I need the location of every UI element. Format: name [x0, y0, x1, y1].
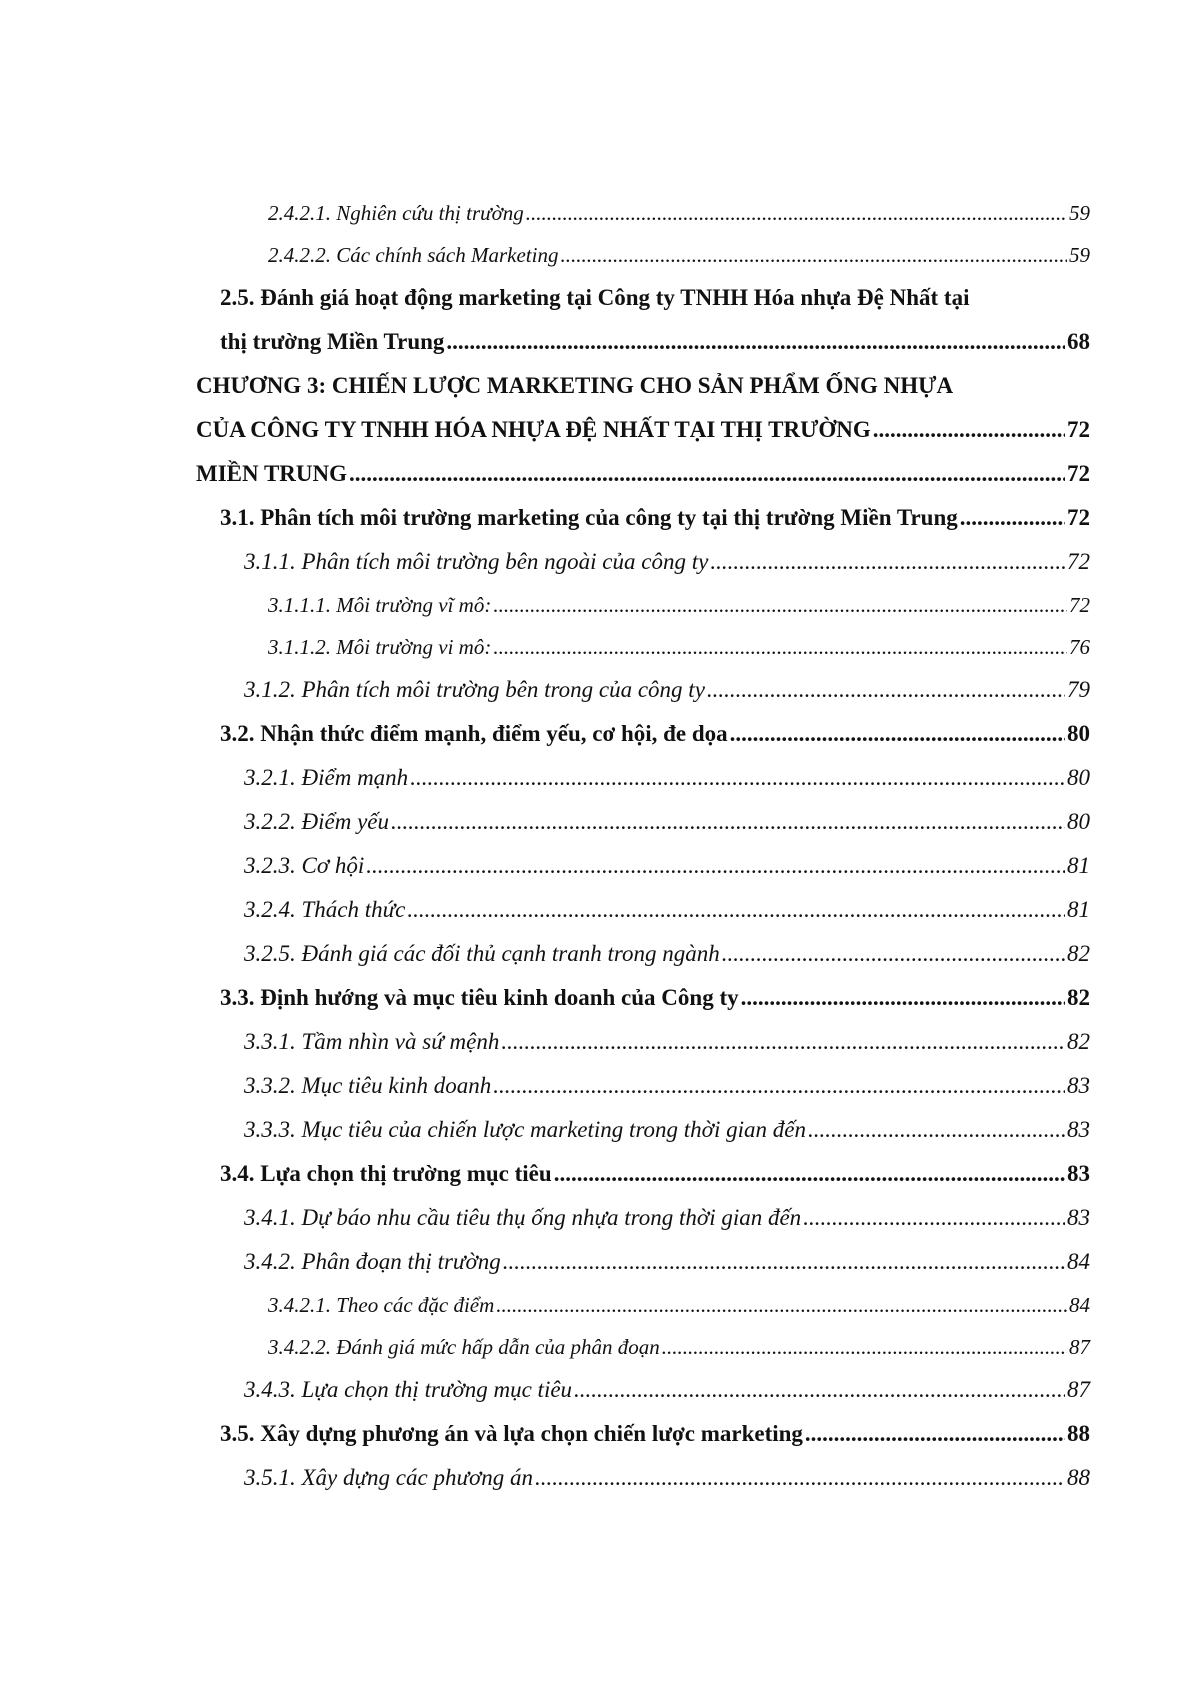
toc-entry-3-4-2-1[interactable] — [196, 1284, 1090, 1326]
toc-entry-2-4-2-2[interactable] — [196, 234, 1090, 276]
dot-leader — [560, 234, 1067, 276]
toc-chapter-title: CHƯƠNG 3: CHIẾN LƯỢC MARKETING CHO SẢN PHẨM ỐNG NHỰA — [196, 373, 954, 398]
toc-entry-title-continued: thị trường Miền Trung — [220, 329, 445, 354]
toc-chapter-title-continued: CỦA CÔNG TY TNHH HÓA NHỰA ĐỆ NHẤT TẠI THỊ TRƯỜNG — [196, 417, 871, 442]
toc-entry-3-1-1-1[interactable] — [196, 584, 1090, 626]
toc-page-number: 87 — [1069, 1335, 1090, 1359]
toc-entry-2-5-line1[interactable] — [196, 276, 1090, 320]
toc-page-number: 68 — [1067, 329, 1090, 354]
toc-page-number: 83 — [1067, 1161, 1090, 1186]
toc-page-number: 88 — [1067, 1421, 1090, 1446]
toc-entry-3-1-1-2[interactable] — [196, 626, 1090, 668]
dot-leader — [574, 1368, 1065, 1412]
toc-page-number: 88 — [1067, 1465, 1090, 1490]
dot-leader — [493, 626, 1067, 668]
toc-entry-title: 3.3. Định hướng và mục tiêu kinh doanh của Công ty — [220, 985, 739, 1010]
toc-page-number: 83 — [1067, 1073, 1090, 1098]
dot-leader — [501, 1020, 1065, 1064]
toc-entry-title: 3.4.2.2. Đánh giá mức hấp dẫn của phân đoạn — [268, 1335, 660, 1359]
toc-entry-3-2-1[interactable] — [196, 756, 1090, 800]
toc-entry-title: 3.2.2. Điểm yếu — [244, 809, 389, 834]
dot-leader — [803, 1196, 1065, 1240]
toc-entry-title: 3.3.3. Mục tiêu của chiến lược marketing trong thời gian đến — [244, 1117, 806, 1142]
toc-page-number: 87 — [1067, 1377, 1090, 1402]
toc-entry-chapter-3-line1[interactable] — [196, 364, 1090, 408]
toc-entry-3-2-3[interactable] — [196, 844, 1090, 888]
toc-entry-title: 3.4.3. Lựa chọn thị trường mục tiêu — [244, 1377, 573, 1402]
dot-leader — [349, 452, 1065, 496]
toc-entry-3-4-1[interactable] — [196, 1196, 1090, 1240]
toc-entry-3-1[interactable] — [196, 496, 1090, 540]
toc-entry-title: 3.1.1. Phân tích môi trường bên ngoài của công ty — [244, 549, 709, 574]
toc-entry-title: 3.4.2. Phân đoạn thị trường — [244, 1249, 501, 1274]
toc-entry-3-1-2[interactable] — [196, 668, 1090, 712]
dot-leader — [707, 668, 1065, 712]
toc-page-number: 83 — [1067, 1205, 1090, 1230]
toc-page-number: 72 — [1067, 549, 1090, 574]
toc-entry-title: 3.4.2.1. Theo các đặc điểm — [268, 1293, 495, 1317]
toc-entry-title: 3.5.1. Xây dựng các phương án — [244, 1465, 534, 1490]
toc-entry-title: 3.4.1. Dự báo nhu cầu tiêu thụ ống nhựa trong thời gian đến — [244, 1205, 802, 1230]
dot-leader — [808, 1108, 1065, 1152]
toc-page-number: 82 — [1067, 985, 1090, 1010]
toc-entry-title: 3.1.2. Phân tích môi trường bên trong của công ty — [244, 677, 705, 702]
toc-page-number: 80 — [1067, 721, 1090, 746]
toc-entry-title: 3.1.1.2. Môi trường vi mô: — [268, 635, 492, 659]
toc-entry-title: 3.1.1.1. Môi trường vĩ mô: — [268, 593, 492, 617]
toc-entry-chapter-3-region[interactable] — [196, 452, 1090, 496]
toc-page-number: 72 — [1067, 417, 1090, 442]
dot-leader — [410, 756, 1065, 800]
toc-entry-title: 3.2.3. Cơ hội — [244, 853, 365, 878]
toc-entry-3-4[interactable] — [196, 1152, 1090, 1196]
toc-entry-3-3-1[interactable] — [196, 1020, 1090, 1064]
toc-entry-title: 2.5. Đánh giá hoạt động marketing tại Công ty TNHH Hóa nhựa Đệ Nhất tại — [220, 285, 970, 310]
toc-page-number: 81 — [1067, 897, 1090, 922]
toc-page-number: 76 — [1069, 635, 1090, 659]
dot-leader — [391, 800, 1065, 844]
dot-leader — [366, 844, 1065, 888]
toc-page-number: 80 — [1067, 809, 1090, 834]
toc-entry-3-2-2[interactable] — [196, 800, 1090, 844]
dot-leader — [730, 712, 1065, 756]
toc-entry-title: 3.2. Nhận thức điểm mạnh, điểm yếu, cơ hội, đe dọa — [220, 721, 728, 746]
toc-entry-3-5-1[interactable] — [196, 1456, 1090, 1500]
toc-entry-title: 2.4.2.2. Các chính sách Marketing — [268, 243, 559, 267]
dot-leader — [722, 932, 1065, 976]
dot-leader — [805, 1412, 1065, 1456]
toc-entry-3-2[interactable] — [196, 712, 1090, 756]
toc-entry-3-2-5[interactable] — [196, 932, 1090, 976]
toc-entry-title: 3.3.1. Tầm nhìn và sứ mệnh — [244, 1029, 500, 1054]
dot-leader — [526, 192, 1067, 234]
toc-entry-3-5[interactable] — [196, 1412, 1090, 1456]
dot-leader — [496, 1284, 1067, 1326]
toc-entry-chapter-3[interactable] — [196, 408, 1090, 452]
toc-entry-title: 3.3.2. Mục tiêu kinh doanh — [244, 1073, 492, 1098]
dot-leader — [741, 976, 1065, 1020]
toc-page-number: 59 — [1069, 201, 1090, 225]
toc-page-number: 79 — [1067, 677, 1090, 702]
toc-entry-2-4-2-1[interactable] — [196, 192, 1090, 234]
toc-page-number: 82 — [1067, 941, 1090, 966]
toc-page-number: 84 — [1067, 1249, 1090, 1274]
toc-chapter-title-continued: MIỀN TRUNG — [196, 461, 348, 486]
toc-page-number: 81 — [1067, 853, 1090, 878]
toc-entry-title: 3.2.4. Thách thức — [244, 897, 406, 922]
toc-entry-3-3-3[interactable] — [196, 1108, 1090, 1152]
toc-entry-3-3-2[interactable] — [196, 1064, 1090, 1108]
toc-entry-title: 3.1. Phân tích môi trường marketing của công ty tại thị trường Miền Trung — [220, 505, 958, 530]
dot-leader — [535, 1456, 1065, 1500]
toc-entry-3-3[interactable] — [196, 976, 1090, 1020]
toc-entry-title: 3.4. Lựa chọn thị trường mục tiêu — [220, 1161, 552, 1186]
toc-page-number: 83 — [1067, 1117, 1090, 1142]
toc-entry-3-2-4[interactable] — [196, 888, 1090, 932]
toc-entry-2-5[interactable] — [196, 320, 1090, 364]
dot-leader — [493, 1064, 1065, 1108]
table-of-contents — [196, 192, 1090, 1500]
dot-leader — [873, 408, 1065, 452]
toc-entry-title: 2.4.2.1. Nghiên cứu thị trường — [268, 201, 524, 225]
toc-entry-3-4-3[interactable] — [196, 1368, 1090, 1412]
toc-entry-3-1-1[interactable] — [196, 540, 1090, 584]
toc-entry-title: 3.2.5. Đánh giá các đối thủ cạnh tranh trong ngành — [244, 941, 720, 966]
toc-entry-3-4-2[interactable] — [196, 1240, 1090, 1284]
toc-page-number: 84 — [1069, 1293, 1090, 1317]
dot-leader — [493, 584, 1067, 626]
toc-entry-title: 3.2.1. Điểm mạnh — [244, 765, 409, 790]
toc-entry-3-4-2-2[interactable] — [196, 1326, 1090, 1368]
toc-page-number: 72 — [1067, 505, 1090, 530]
dot-leader — [960, 496, 1065, 540]
toc-page-number: 72 — [1069, 593, 1090, 617]
dot-leader — [554, 1152, 1065, 1196]
dot-leader — [446, 320, 1065, 364]
dot-leader — [710, 540, 1065, 584]
toc-page-number: 82 — [1067, 1029, 1090, 1054]
toc-page-number: 59 — [1069, 243, 1090, 267]
toc-entry-title: 3.5. Xây dựng phương án và lựa chọn chiến lược marketing — [220, 1421, 803, 1446]
dot-leader — [407, 888, 1065, 932]
toc-page-number: 80 — [1067, 765, 1090, 790]
toc-page-number: 72 — [1067, 461, 1090, 486]
dot-leader — [662, 1326, 1067, 1368]
dot-leader — [503, 1240, 1065, 1284]
